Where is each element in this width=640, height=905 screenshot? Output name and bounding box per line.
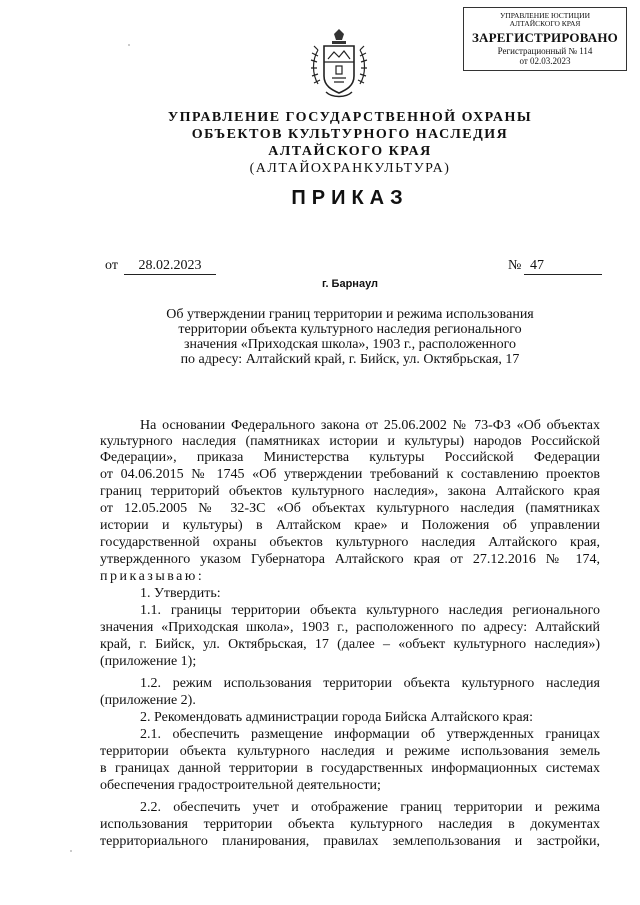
stamp-status: ЗАРЕГИСТРИРОВАНО <box>472 30 618 45</box>
stamp-authority-line1: УПРАВЛЕНИЕ ЮСТИЦИИ <box>500 11 590 20</box>
item-2-1: 2.1. обеспечить размещение информации об утвержденных границах <box>140 727 600 742</box>
item-2: 2. Рекомендовать администрации города Бийска Алтайского края: <box>140 710 533 725</box>
body-line: территориального планирования, правилах землепользования и застройки, <box>100 834 600 849</box>
body-line-order-word: приказываю: <box>100 569 205 584</box>
body-line: культурного наследия (памятниках истории и культуры) народов Российской <box>100 434 600 449</box>
body-line: (приложение 1); <box>100 654 197 669</box>
item-1-2: 1.2. режим использования территории объекта культурного наследия <box>140 676 600 691</box>
body-line: Федерации», приказа Министерства культуры Российской Федерации <box>100 450 600 465</box>
body-line: от 12.05.2005 № 32-ЗС «Об объектах культурного наследия (памятниках <box>100 501 600 516</box>
registration-stamp <box>463 7 627 71</box>
document-type-title: ПРИКАЗ <box>291 187 409 209</box>
order-number: 47 <box>524 258 602 275</box>
org-name-line3: АЛТАЙСКОГО КРАЯ <box>268 144 432 159</box>
stamp-reg-number: Регистрационный № 114 <box>497 46 593 56</box>
body-line: государственной охраны объектов культурного наследия Алтайского края, <box>100 535 600 550</box>
subject-line1: Об утверждении границ территории и режима использования <box>166 307 534 322</box>
scan-speck <box>70 850 72 852</box>
body-line: территории объекта культурного наследия и режиме использования земель <box>100 744 600 759</box>
coat-of-arms-emblem <box>308 26 370 102</box>
body-line: (приложение 2). <box>100 693 196 708</box>
scan-speck <box>128 44 130 46</box>
date-prefix: от <box>105 258 118 273</box>
body-line: утвержденного указом Губернатора Алтайского края от 27.12.2016 № 174, <box>100 552 600 567</box>
city: г. Барнаул <box>321 278 379 290</box>
stamp-authority-line2: АЛТАЙСКОГО КРАЯ <box>509 19 581 28</box>
subject-line4: по адресу: Алтайский край, г. Бийск, ул. Октябрьская, 17 <box>180 352 520 367</box>
body-line: значения «Приходская школа», 1903 г., расположенного по адресу: Алтайский <box>100 620 600 635</box>
stamp-reg-date: от 02.03.2023 <box>519 56 571 66</box>
subject-line3: значения «Приходская школа», 1903 г., расположенного <box>183 337 517 352</box>
body-line: от 04.06.2015 № 1745 «Об утверждении требований к составлению проектов <box>100 467 600 482</box>
org-name-line2: ОБЪЕКТОВ КУЛЬТУРНОГО НАСЛЕДИЯ <box>191 127 509 142</box>
subject-line2: территории объекта культурного наследия регионального <box>178 322 522 337</box>
item-2-2: 2.2. обеспечить учет и отображение границ территории и режима <box>140 800 600 815</box>
order-date: 28.02.2023 <box>124 258 216 275</box>
item-1: 1. Утвердить: <box>140 586 221 601</box>
body-line: в границах данной территории в государственных информационных системах <box>100 761 600 776</box>
body-line: использования территории объекта культурного наследия в документах <box>100 817 600 832</box>
body-line: край, г. Бийск, ул. Октябрьская, 17 (далее – «объект культурного наследия») <box>100 637 600 652</box>
body-line: истории и культуры) в Алтайском крае» и Положения об управлении <box>100 518 600 533</box>
body-line: обеспечения градостроительной деятельности; <box>100 778 381 793</box>
item-1-1: 1.1. границы территории объекта культурного наследия регионального <box>140 603 600 618</box>
body-line: границ территорий объектов культурного наследия», закона Алтайского края <box>100 484 600 499</box>
number-prefix: № <box>508 258 522 273</box>
org-name-line1: УПРАВЛЕНИЕ ГОСУДАРСТВЕННОЙ ОХРАНЫ <box>167 110 533 125</box>
org-short-name: (АЛТАЙОХРАНКУЛЬТУРА) <box>249 161 451 176</box>
body-line: На основании Федерального закона от 25.06.2002 № 73-ФЗ «Об объектах <box>140 418 600 433</box>
